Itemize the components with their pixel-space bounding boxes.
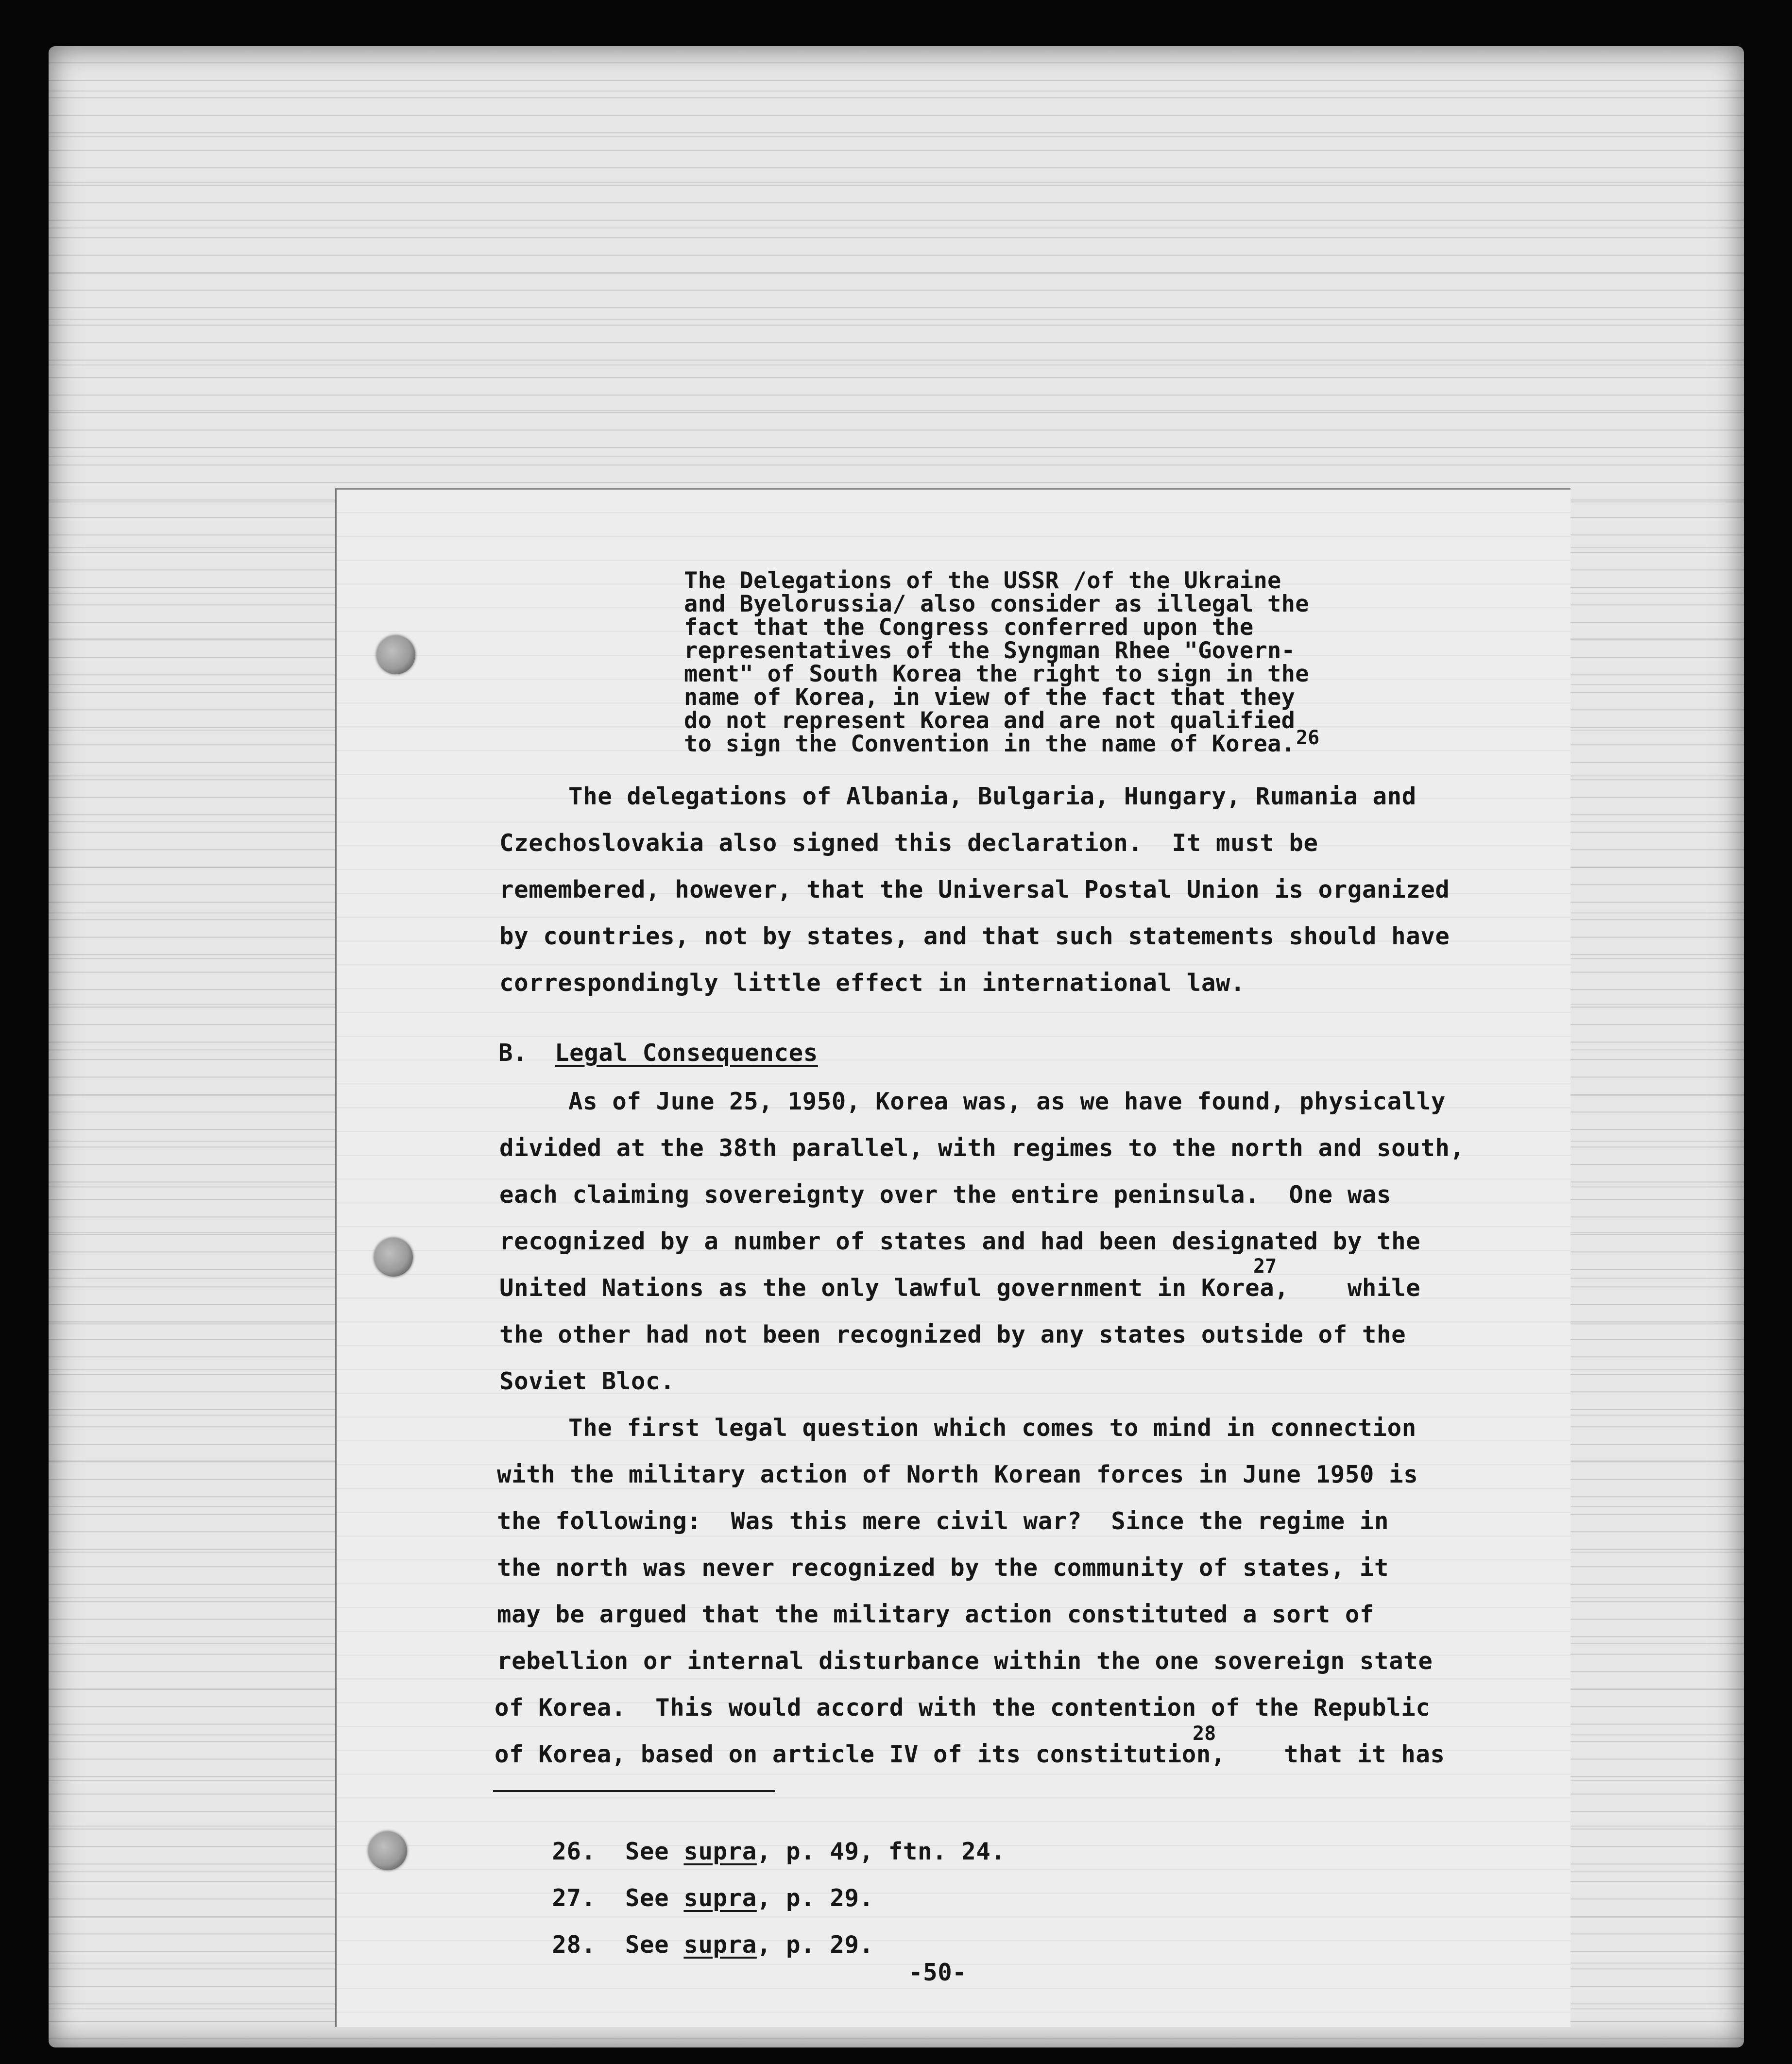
quote-line: ment" of South Korea the right to sign in the xyxy=(684,661,1309,687)
footnote-see: See xyxy=(625,1838,669,1865)
footnote-number: 26. xyxy=(552,1838,596,1865)
text-line: of Korea, based on article IV of its constitution, that it has xyxy=(495,1740,1445,1768)
footnote-ref-26: 26 xyxy=(1296,727,1320,749)
footnote-supra: supra xyxy=(683,1838,757,1865)
footnote-citation: , p. 29. xyxy=(756,1884,874,1912)
footnote-citation: , p. 49, ftn. 24. xyxy=(756,1838,1006,1865)
quote-line: fact that the Congress conferred upon the xyxy=(684,614,1254,641)
text-line: recognized by a number of states and had been designated by the xyxy=(499,1228,1421,1255)
text-line: The delegations of Albania, Bulgaria, Hungary, Rumania and xyxy=(568,783,1417,810)
footnote-see: See xyxy=(625,1931,669,1959)
text-line: by countries, not by states, and that such statements should have xyxy=(499,922,1450,950)
text-line: may be argued that the military action constituted a sort of xyxy=(497,1601,1375,1628)
text-line: As of June 25, 1950, Korea was, as we have found, physically xyxy=(568,1088,1446,1115)
footnote-ref-28: 28 xyxy=(1193,1723,1216,1745)
footnote-separator xyxy=(493,1790,775,1792)
text-line: the following: Was this mere civil war? Since the regime in xyxy=(497,1507,1389,1535)
text-line: rebellion or internal disturbance within the one sovereign state xyxy=(497,1647,1433,1675)
punch-hole-middle xyxy=(374,1238,413,1277)
heading-letter: B. xyxy=(498,1039,528,1067)
text-line: correspondingly little effect in international law. xyxy=(499,969,1246,997)
text-line: each claiming sovereignty over the entire peninsula. One was xyxy=(499,1181,1392,1209)
text-line: of Korea. This would accord with the contention of the Republic xyxy=(495,1694,1431,1722)
text-line: Czechoslovakia also signed this declaration. It must be xyxy=(499,829,1318,857)
text-line: remembered, however, that the Universal Postal Union is organized xyxy=(499,876,1450,904)
text-line: United Nations as the only lawful government in Korea, while xyxy=(499,1274,1421,1302)
text-line: the north was never recognized by the community of states, it xyxy=(497,1554,1389,1582)
quote-line: and Byelorussia/ also consider as illegal the xyxy=(684,591,1309,617)
footnote-ref-27: 27 xyxy=(1253,1255,1277,1278)
page-number: -50- xyxy=(908,1959,967,1986)
footnote-number: 28. xyxy=(552,1931,596,1959)
quote-line: do not represent Korea and are not qualified xyxy=(684,707,1296,734)
footnote-28 xyxy=(494,1909,874,1980)
quote-line: representatives of the Syngman Rhee "Govern- xyxy=(684,637,1296,664)
footnote-supra: supra xyxy=(683,1931,757,1959)
footnote-supra: supra xyxy=(683,1884,757,1912)
text-line: Soviet Bloc. xyxy=(499,1367,675,1395)
quote-line: name of Korea, in view of the fact that they xyxy=(684,684,1296,711)
text-line: the other had not been recognized by any states outside of the xyxy=(499,1321,1406,1348)
punch-hole-bottom xyxy=(368,1831,407,1870)
quote-line: to sign the Convention in the name of Korea. xyxy=(684,731,1296,757)
heading-title: Legal Consequences xyxy=(555,1039,818,1067)
footnote-number: 27. xyxy=(552,1884,596,1912)
footnote-citation: , p. 29. xyxy=(756,1931,874,1959)
punch-hole-top xyxy=(376,635,415,674)
quote-line: The Delegations of the USSR /of the Ukraine xyxy=(684,567,1281,594)
text-line: divided at the 38th parallel, with regimes to the north and south, xyxy=(499,1134,1465,1162)
text-line: with the military action of North Korean forces in June 1950 is xyxy=(497,1461,1418,1488)
footnote-see: See xyxy=(625,1884,669,1912)
text-line: The first legal question which comes to mind in connection xyxy=(568,1414,1417,1442)
